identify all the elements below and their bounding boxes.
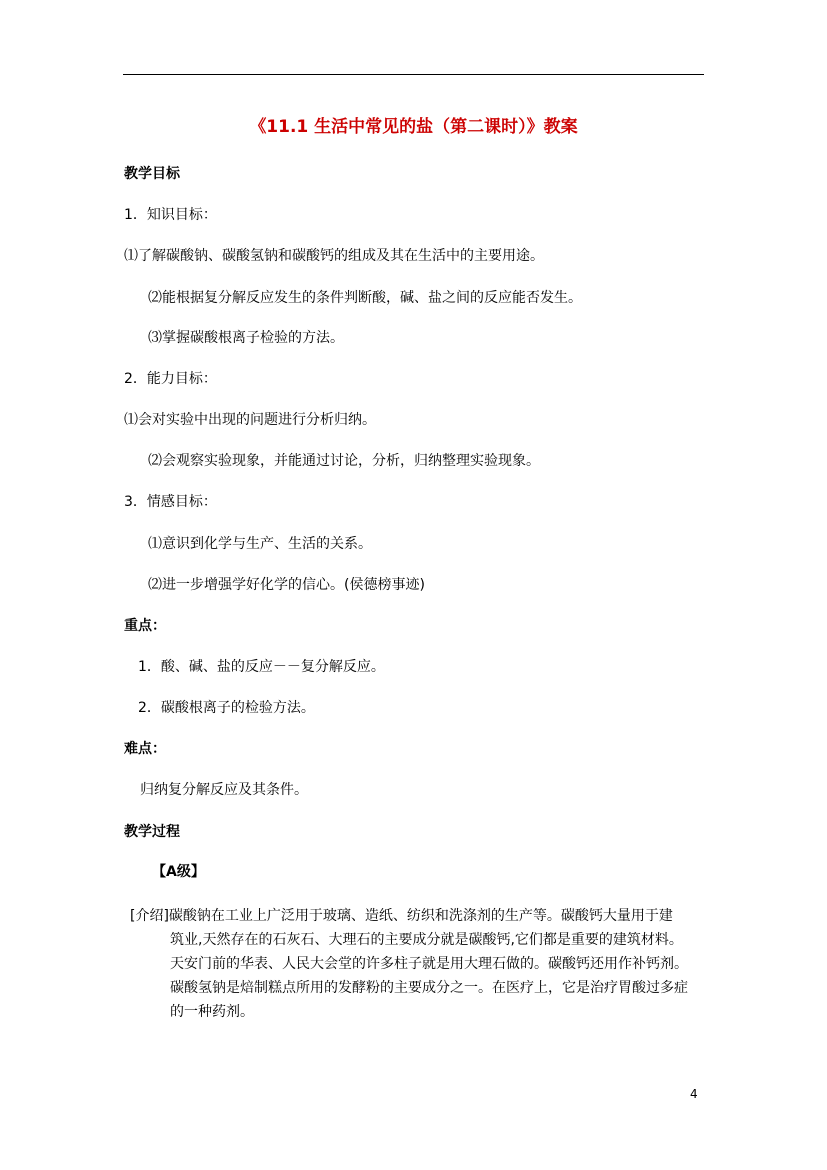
difficult-point-item: 归纳复分解反应及其条件。 xyxy=(140,782,308,798)
knowledge-goal-label: 1．知识目标： xyxy=(124,207,217,223)
level-label: 【A级】 xyxy=(152,864,205,880)
header-rule xyxy=(123,74,704,75)
key-points-heading: 重点： xyxy=(124,618,166,634)
page-number: 4 xyxy=(690,1087,698,1101)
teaching-process-heading: 教学过程 xyxy=(124,824,180,840)
knowledge-goal-item: ⑵能根据复分解反应发生的条件判断酸，碱、盐之间的反应能否发生。 xyxy=(148,290,582,306)
intro-line: [介绍]碳酸钠在工业上广泛用于玻璃、造纸、纺织和洗涤剂的生产等。碳酸钙大量用于建 xyxy=(130,908,673,924)
key-point-item: 2．碳酸根离子的检验方法。 xyxy=(138,700,315,716)
key-point-item: 1．酸、碱、盐的反应－－复分解反应。 xyxy=(138,659,385,675)
emotion-goal-item: ⑵进一步增强学好化学的信心。(侯德榜事迹) xyxy=(148,577,425,593)
ability-goal-label: 2．能力目标： xyxy=(124,371,217,387)
emotion-goal-item: ⑴意识到化学与生产、生活的关系。 xyxy=(148,536,372,552)
intro-paragraph xyxy=(130,904,705,1024)
knowledge-goal-item: ⑶掌握碳酸根离子检验的方法。 xyxy=(148,330,344,346)
intro-line: 的一种药剂。 xyxy=(170,1004,254,1020)
document-title: 《11.1 生活中常见的盐（第二课时）》教案 xyxy=(249,117,578,137)
ability-goal-item: ⑵会观察实验现象，并能通过讨论，分析，归纳整理实验现象。 xyxy=(148,453,540,469)
teaching-goals-heading: 教学目标 xyxy=(124,166,180,182)
emotion-goal-label: 3．情感目标： xyxy=(124,494,217,510)
intro-line: 碳酸氢钠是焙制糕点所用的发酵粉的主要成分之一。在医疗上，它是治疗胃酸过多症 xyxy=(170,980,688,996)
ability-goal-item: ⑴会对实验中出现的问题进行分析归纳。 xyxy=(124,412,376,428)
knowledge-goal-item: ⑴了解碳酸钠、碳酸氢钠和碳酸钙的组成及其在生活中的主要用途。 xyxy=(124,248,544,264)
intro-line: 天安门前的华表、人民大会堂的许多柱子就是用大理石做的。碳酸钙还用作补钙剂。 xyxy=(170,956,688,972)
difficult-points-heading: 难点： xyxy=(124,741,166,757)
intro-line: 筑业,天然存在的石灰石、大理石的主要成分就是碳酸钙,它们都是重要的建筑材料。 xyxy=(170,932,683,948)
